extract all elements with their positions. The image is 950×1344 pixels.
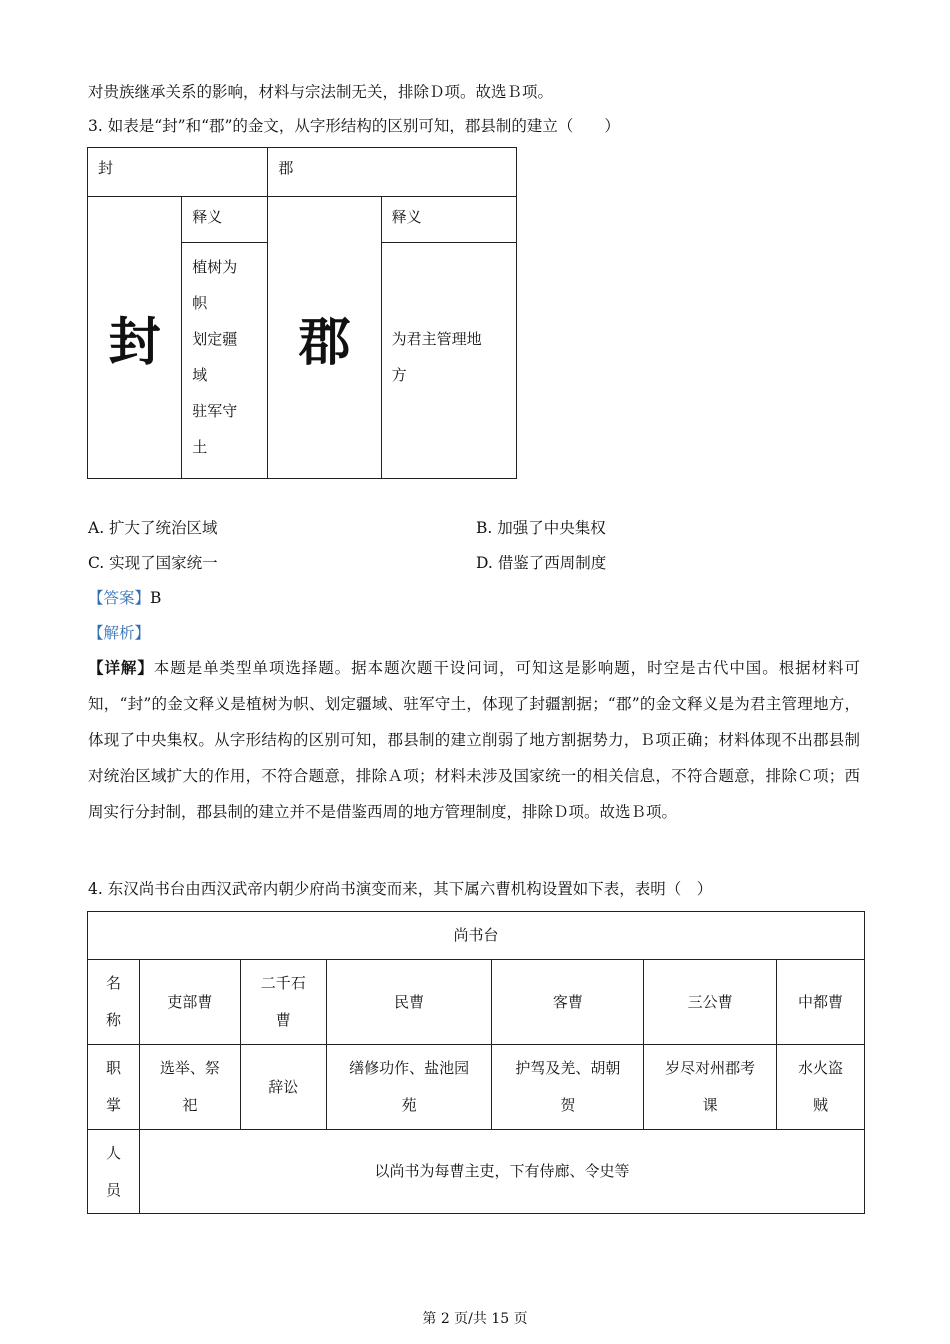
- bureau-duty: [139, 1045, 240, 1130]
- question-4-table: [87, 911, 865, 1214]
- cell-line: 贺: [560, 1096, 576, 1114]
- cell-line: 课: [702, 1096, 718, 1114]
- row-label-name: [88, 960, 140, 1045]
- bureau-name: [492, 960, 644, 1045]
- table-title: 尚书台: [88, 912, 865, 960]
- question-3-stem: 3. 如表是“封”和“郡”的金文，从字形结构的区别可知，郡县制的建立（ ）: [88, 117, 620, 135]
- feng-meaning-line: 土: [192, 438, 208, 456]
- cell-line: 辞讼: [268, 1077, 299, 1096]
- cell-line: 曹: [275, 1011, 291, 1029]
- option-d: D. 借鉴了西周制度: [476, 554, 607, 572]
- row-label-char: 掌: [105, 1096, 121, 1114]
- answer-tag: 【答案】: [88, 589, 151, 607]
- previous-answer-tail: 对贵族继承关系的影响，材料与宗法制无关，排除Ｄ项。故选Ｂ项。: [88, 83, 554, 101]
- detail-paragraph: [88, 650, 860, 830]
- option-b: B. 加强了中央集权: [476, 519, 606, 537]
- cell-line: 选举、祭: [159, 1059, 220, 1077]
- jun-meaning: [381, 243, 516, 479]
- feng-meaning-line: 帜: [192, 294, 208, 312]
- analysis-tag: 【解析】: [88, 624, 151, 642]
- cell-line: 吏部曹: [167, 992, 213, 1011]
- bureau-duty: [240, 1045, 326, 1130]
- cell-line: 贼: [813, 1096, 829, 1114]
- jun-bronze-glyph: 郡: [268, 197, 381, 479]
- row-label-char: 职: [105, 1059, 121, 1077]
- cell-line: 水火盗: [798, 1059, 844, 1077]
- feng-meaning: [182, 243, 268, 479]
- bureau-name: [644, 960, 777, 1045]
- cell-line: 二千石: [260, 974, 306, 992]
- header-jun: 郡: [268, 148, 517, 197]
- option-a: A. 扩大了统治区域: [88, 519, 218, 537]
- bureau-duty: [644, 1045, 777, 1130]
- feng-meaning-line: 驻军守: [192, 402, 238, 420]
- bureau-duty: [777, 1045, 865, 1130]
- cell-line: 苑: [401, 1096, 417, 1114]
- detail-tag: 【详解】: [88, 658, 154, 677]
- jun-meaning-line: 为君主管理地: [391, 330, 482, 348]
- row-label-char: 名: [105, 974, 121, 992]
- detail-text: 本题是单类型单项选择题。据本题次题干设问词，可知这是影响题，时空是古代中国。根据材料可知，“封”的金文释义是植树为帜、划定疆域、驻军守土，体现了封疆割据；“郡”的金文释义是为君主管理地方，体现了中央集权。从字形结构的区别可知，郡县制的建立削弱了地方割据势力，Ｂ项正确；材料体现不出郡县制对统治区域扩大的作用，不符合题意，排除Ａ项；材料未涉及国家统一的相关信息，不符合题意，排除Ｃ项；西周实行分封制，郡县制的建立并不是借鉴西周的地方管理制度，排除Ｄ项。故选Ｂ项。: [88, 659, 860, 821]
- cell-line: 护驾及羌、胡朝: [515, 1059, 621, 1077]
- feng-meaning-line: 植树为: [192, 258, 238, 276]
- bureau-name: [240, 960, 326, 1045]
- cell-line: 岁尽对州郡考: [665, 1059, 756, 1077]
- feng-meaning-line: 划定疆: [192, 330, 238, 348]
- row-label-char: 员: [105, 1180, 121, 1199]
- bureau-duty: [492, 1045, 644, 1130]
- feng-shiyi-label: 释义: [182, 197, 268, 243]
- bureau-name: [139, 960, 240, 1045]
- feng-bronze-glyph: 封: [88, 197, 182, 479]
- feng-meaning-line: 域: [192, 366, 208, 384]
- option-c: C. 实现了国家统一: [88, 554, 218, 572]
- analysis-line: [88, 623, 150, 643]
- answer-value: B: [150, 589, 162, 607]
- cell-line: 中都曹: [798, 992, 844, 1011]
- cell-line: 客曹: [552, 992, 583, 1011]
- question-4-stem: 4. 东汉尚书台由西汉武帝内朝少府尚书演变而来，其下属六曹机构设置如下表，表明（ ）: [88, 880, 713, 898]
- row-label-staff: [88, 1130, 140, 1214]
- bureau-duty: [326, 1045, 492, 1130]
- row-label-char: 人: [105, 1143, 121, 1162]
- question-3-table: [87, 147, 517, 479]
- bureau-name: [777, 960, 865, 1045]
- page-footer: 第 2 页/共 15 页: [422, 1311, 528, 1327]
- row-label-char: 称: [105, 1011, 121, 1029]
- jun-shiyi-label: 释义: [381, 197, 516, 243]
- answer-line: [88, 588, 161, 608]
- jun-meaning-line: 方: [391, 366, 407, 384]
- row-label-duty: [88, 1045, 140, 1130]
- cell-line: 民曹: [394, 992, 425, 1011]
- cell-line: 缮修功作、盐池园: [349, 1059, 470, 1077]
- cell-line: 祀: [182, 1096, 198, 1114]
- cell-line: 三公曹: [687, 992, 733, 1011]
- staff-description: 以尚书为每曹主吏，下有侍廊、令史等: [139, 1130, 864, 1214]
- bureau-name: [326, 960, 492, 1045]
- header-feng: 封: [88, 148, 268, 197]
